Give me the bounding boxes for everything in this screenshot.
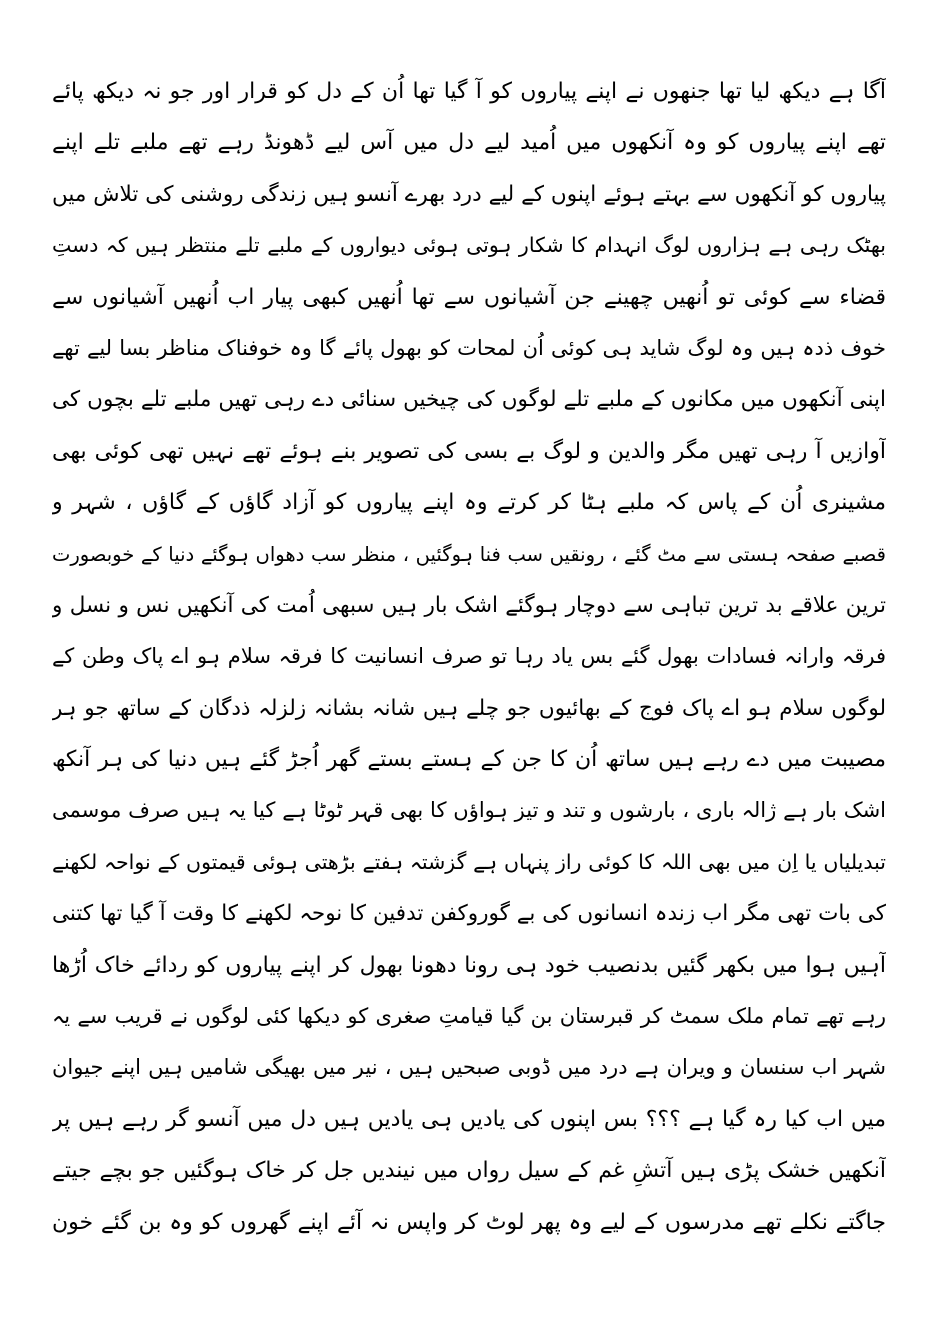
text-line: اشک بار ہے ژالہ باری ، بارشوں و تند و تیز ہواؤں کا بھی قہر ٹوٹا ہے کیا یہ ہیں صرف موسمی [52,798,886,823]
text-line: ترین علاقے بد ترین تباہی سے دوچار ہوگئے اشک بار ہیں سبھی اُمت کی آنکھیں نس و نسل و [52,592,886,618]
text-line: پیاروں کو آنکھوں سے بہتے ہوئے اپنوں کے لیے درد بھرے آنسو ہیں زندگی روشنی کی تلاش میں [52,181,886,207]
text-line: فرقہ وارانہ فسادات بھول گئے بس یاد رہا تو صرف انسانیت کا فرقہ سلام ہو اے پاک وطن کے [52,644,886,669]
text-line: تھے اپنے پیاروں کو وہ آنکھوں میں اُمید لیے دل میں آس لیے ڈھونڈ رہے تھے ملبے تلے اپنے [52,130,886,156]
text-line: رہے تھے تمام ملک سمٹ کر قبرستان بن گیا قیامتِ صغری کو دیکھا کئی لوگوں نے قریب سے یہ [52,1004,886,1029]
text-line: کی بات تھی مگر اب زندہ انسانوں کی بے گوروکفن تدفین کا نوحہ لکھنے کا وقت آ گیا تھا کتنی [52,901,886,927]
text-line: بھٹک رہی ہے ہزاروں لوگ انہدام کا شکار ہوتی ہوئی دیواروں کے ملبے تلے منتظر ہیں کہ دستِ [52,233,886,258]
text-line: تبدیلیاں یا اِن میں بھی اللہ کا کوئی راز پنہاں ہے گزشتہ ہفتے بڑھتی ہوئی قیمتوں کے نواحہ لکھنے [52,849,886,874]
text-line: قضاء سے کوئی تو اُنھیں چھینے جن آشیانوں سے تھا اُنھیں کبھی پیار اب اُنھیں آشیانوں سے [52,284,886,310]
text-line: شہر اب سنسان و ویران ہے درد میں ڈوبی صبحیں ہیں ، نیر میں بھیگی شامیں ہیں اپنے جیوان [52,1055,886,1080]
text-line: آگا ہے دیکھ لیا تھا جنھوں نے اپنے پیاروں کو آ گیا تھا اُن کے دل کو قرار اور جو نہ دیکھ پائے [52,79,886,104]
text-line: قصبے صفحہ ہستی سے مٹ گئے ، رونقیں سب فنا ہوگئیں ، منظر سب دھواں ہوگئے دنیا کے خوبصورت [52,542,886,566]
text-line: اپنی آنکھوں میں مکانوں کے ملبے تلے لوگوں کی چیخیں سنائی دے رہی تھیں ملبے تلے بچوں کی [52,387,886,413]
text-line: میں اب کیا رہ گیا ہے ؟؟؟ بس اپنوں کی یادیں ہی یادیں ہیں دل میں آنسو گر رہے ہیں پر [52,1106,886,1132]
text-line: خوف ذدہ ہیں وہ لوگ شاید ہی کوئی اُن لمحات کو بھول پائے گا وہ خوفناک مناظر بسا لیے تھے [52,335,886,360]
text-line: مصیبت میں دے رہے ہیں ساتھ اُن کا جن کے ہستے بستے گھر اُجڑ گئے ہیں دنیا کی ہر آنکھ [52,747,886,773]
text-line: لوگوں سلام ہو اے پاک فوج کے بھائیوں جو چلے ہیں شانہ بشانہ زلزلہ ذدگان کے ساتھ جو ہر [52,695,886,721]
text-line: آوازیں آ رہی تھیں مگر والدین و لوگ بے بسی کی تصویر بنے ہوئے تھے نہیں تھی کوئی بھی [52,438,886,464]
document-page [52,66,886,1248]
text-line: آنکھیں خشک پڑی ہیں آتشِ غم کے سیل رواں میں نیندیں جل کر خاک ہوگئیں جو بچے جیتے [52,1158,886,1184]
text-line: آہیں ہوا میں بکھر گئیں بدنصیب خود ہی رونا دھونا بھول کر اپنے پیاروں کو ردائے خاک اُڑھا [52,952,886,978]
text-line: مشینری اُن کے پاس کہ ملبے ہٹا کر کرتے وہ اپنے پیاروں کو آزاد گاؤں کے گاؤں ، شہر و [52,490,886,516]
text-line: جاگتے نکلے تھے مدرسوں کے لیے وہ پھر لوٹ کر واپس نہ آئے اپنے گھروں کو وہ بن گئے خون [52,1209,886,1235]
